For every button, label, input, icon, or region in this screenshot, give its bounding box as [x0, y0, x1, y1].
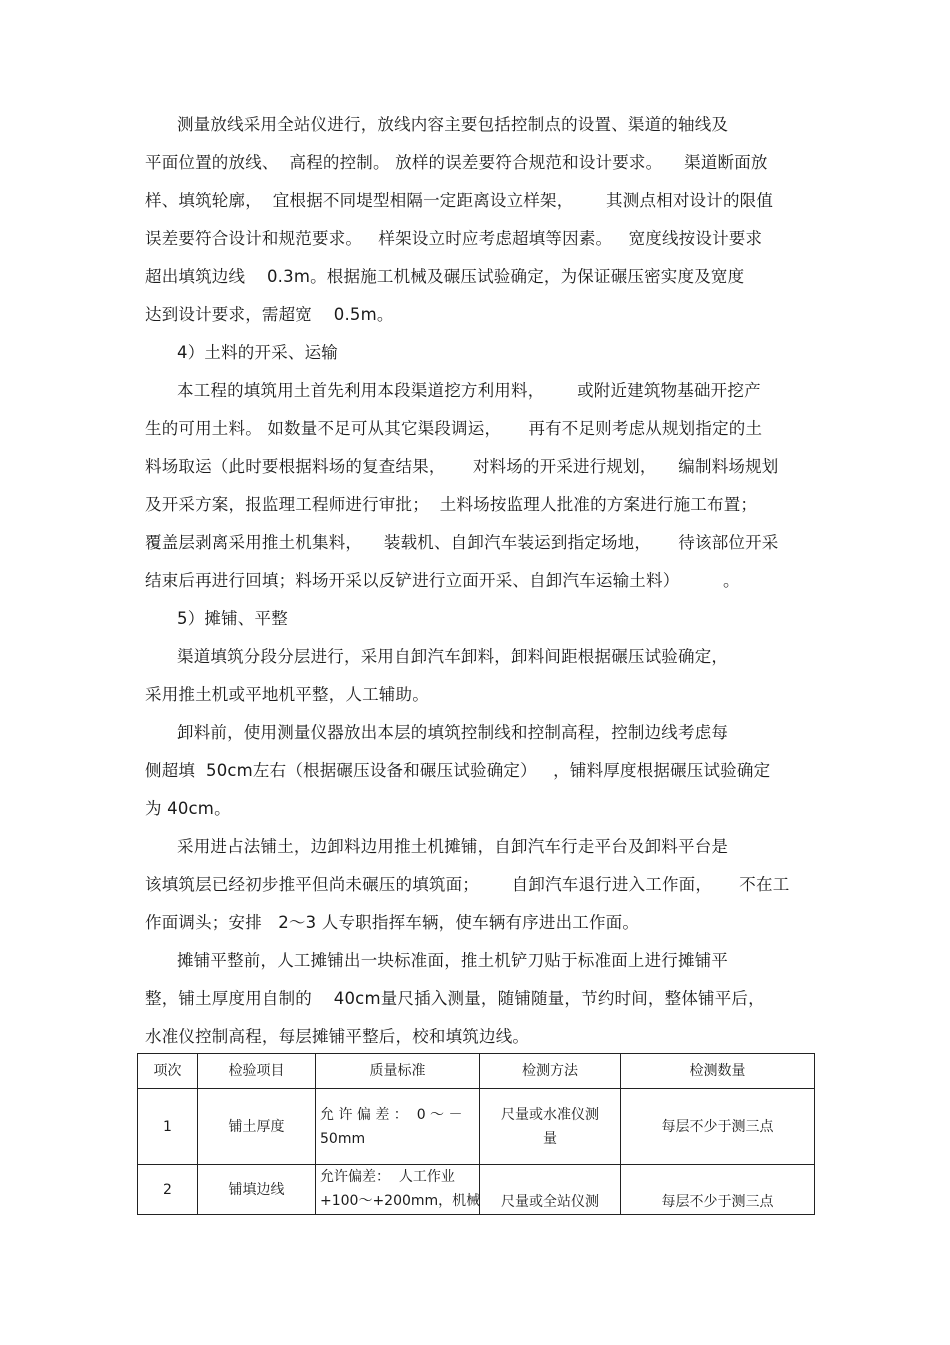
inspection-table — [137, 1053, 815, 1215]
text-line: 超出填筑边线 0.3m。根据施工机械及碾压试验确定，为保证碾压密实度及宽度 — [145, 267, 745, 286]
text-line: 测量放线采用全站仪进行，放线内容主要包括控制点的设置、渠道的轴线及 — [177, 115, 729, 134]
cell-no: 2 — [138, 1165, 198, 1215]
text-line: 侧超填 50cm左右（根据碾压设备和碾压试验确定） ，铺料厚度根据碾压试验确定 — [145, 761, 771, 780]
header-cell-count: 检测数量 — [621, 1054, 815, 1089]
cell-item: 铺填边线 — [198, 1165, 316, 1215]
cell-method-line-1: 尺量或全站仪测 — [501, 1194, 599, 1210]
cell-no: 1 — [138, 1089, 198, 1165]
text-line: 达到设计要求，需超宽 0.5m。 — [145, 305, 394, 324]
cell-standard-line-1: 允许偏差： 人工作业 — [320, 1169, 455, 1185]
header-cell-no: 项次 — [138, 1054, 198, 1089]
cell-standard-line-2: 50mm — [320, 1130, 366, 1147]
text-line: 为 40cm。 — [145, 799, 231, 818]
header-cell-method: 检测方法 — [480, 1054, 621, 1089]
table-header-row — [138, 1054, 815, 1089]
text-line: 采用进占法铺土，边卸料边用推土机摊铺，自卸汽车行走平台及卸料平台是 — [177, 837, 729, 856]
text-line: 渠道填筑分段分层进行，采用自卸汽车卸料，卸料间距根据碾压试验确定， — [177, 647, 729, 666]
text-line: 作面调头；安排 2～3 人专职指挥车辆，使车辆有序进出工作面。 — [145, 913, 640, 932]
text-line: 水准仪控制高程，每层摊铺平整后，校和填筑边线。 — [145, 1027, 530, 1046]
cell-method-line-2: 量 — [543, 1130, 557, 1147]
text-line: 料场取运（此时要根据料场的复查结果， 对料场的开采进行规划， 编制料场规划 — [145, 457, 779, 476]
cell-standard — [316, 1165, 480, 1215]
cell-method-line-1: 尺量或水准仪测 — [501, 1106, 599, 1123]
text-line: 覆盖层剥离采用推土机集料， 装载机、自卸汽车装运到指定场地， 待该部位开采 — [145, 533, 779, 552]
text-line: 本工程的填筑用土首先利用本段渠道挖方利用料， 或附近建筑物基础开挖产 — [177, 381, 761, 400]
text-line: 5）摊铺、平整 — [177, 609, 288, 628]
table-row — [138, 1089, 815, 1165]
header-cell-standard: 质量标准 — [316, 1054, 480, 1089]
header-cell-item: 检验项目 — [198, 1054, 316, 1089]
cell-count: 每层不少于测三点 — [621, 1165, 815, 1215]
text-line: 误差要符合设计和规范要求。 样架设立时应考虑超填等因素。 宽度线按设计要求 — [145, 229, 763, 248]
text-line: 卸料前，使用测量仪器放出本层的填筑控制线和控制高程，控制边线考虑每 — [177, 723, 729, 742]
cell-item: 铺土厚度 — [198, 1089, 316, 1165]
text-line: 样、填筑轮廓， 宜根据不同堤型相隔一定距离设立样架， 其测点相对设计的限值 — [145, 191, 774, 210]
text-line: 摊铺平整前，人工摊铺出一块标准面，推土机铲刀贴于标准面上进行摊铺平 — [177, 951, 729, 970]
cell-standard — [316, 1089, 480, 1165]
text-line: 结束后再进行回填；料场开采以反铲进行立面开采、自卸汽车运输土料） 。 — [145, 571, 740, 590]
cell-standard-line-1: 允 许 偏 差 ： 0 ～ － — [320, 1106, 463, 1123]
text-line: 采用推土机或平地机平整，人工辅助。 — [145, 685, 429, 704]
text-line: 整，铺土厚度用自制的 40cm量尺插入测量，随铺随量，节约时间，整体铺平后， — [145, 989, 765, 1008]
cell-count: 每层不少于测三点 — [621, 1089, 815, 1165]
text-line: 及开采方案，报监理工程师进行审批； 土料场按监理人批准的方案进行施工布置； — [145, 495, 758, 514]
table-row — [138, 1165, 815, 1215]
text-line: 平面位置的放线、 高程的控制。 放样的误差要符合规范和设计要求。 渠道断面放 — [145, 153, 768, 172]
cell-standard-line-2: +100～+200mm，机械 — [320, 1193, 481, 1209]
text-line: 生的可用土料。 如数量不足可从其它渠段调运， 再有不足则考虑从规划指定的土 — [145, 419, 763, 438]
text-line: 4）土料的开采、运输 — [177, 343, 338, 362]
cell-method — [480, 1165, 621, 1215]
text-line: 该填筑层已经初步推平但尚未碾压的填筑面； 自卸汽车退行进入工作面， 不在工 — [145, 875, 790, 894]
cell-method — [480, 1089, 621, 1165]
